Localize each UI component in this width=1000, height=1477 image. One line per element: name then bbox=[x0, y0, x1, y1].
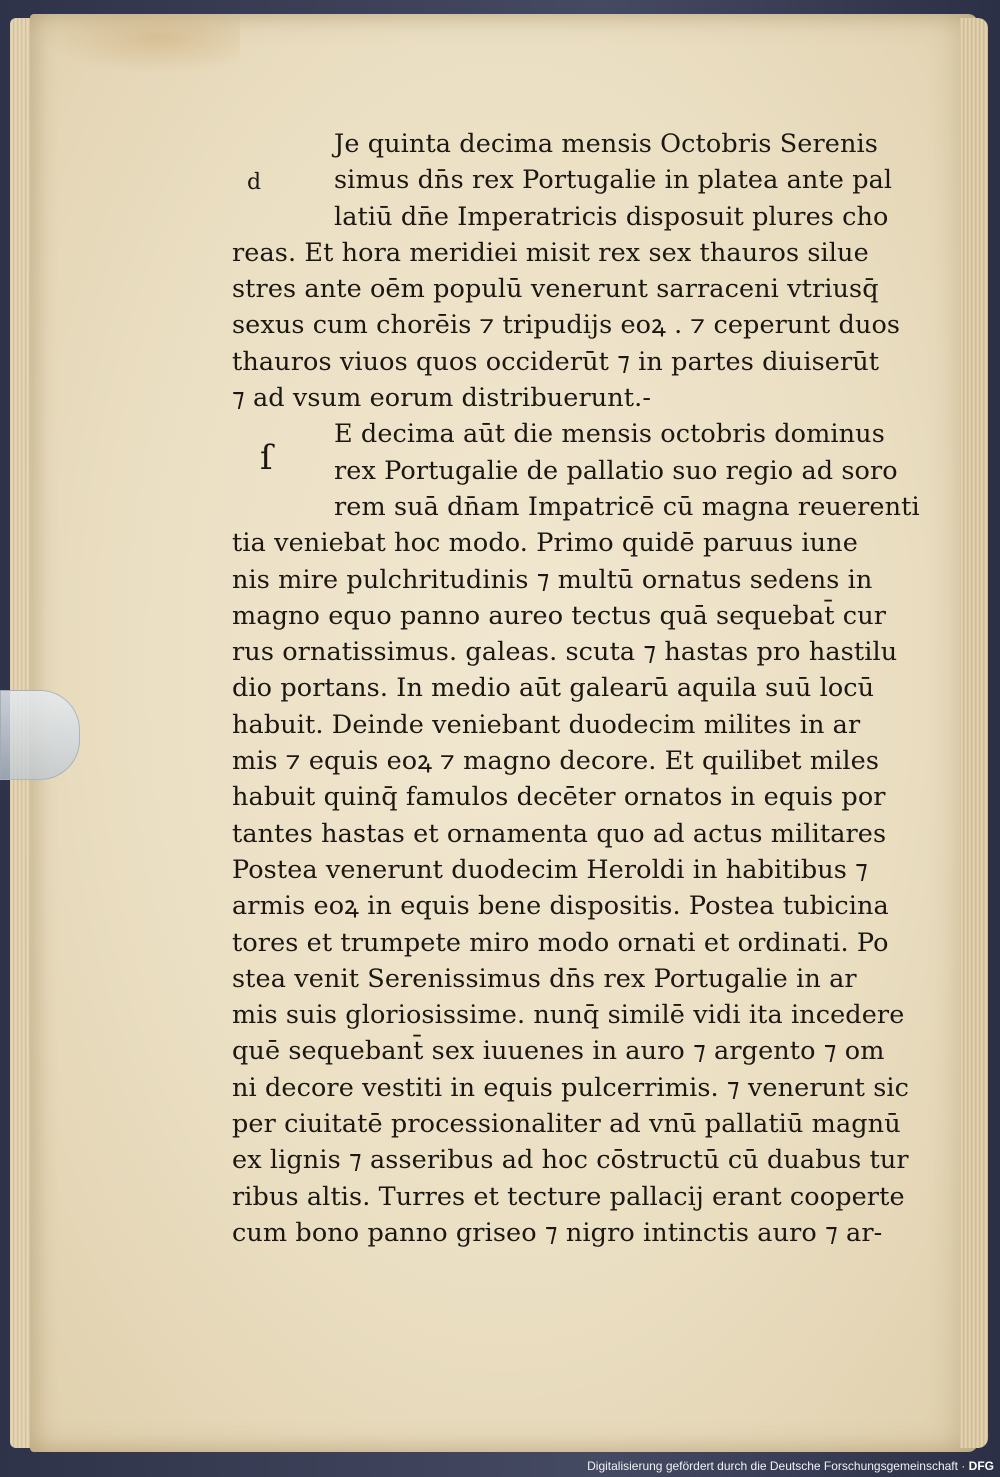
paragraph-2 bbox=[232, 416, 920, 1251]
text-line: ex lignis ⁊ asseribus ad hoc cōstructū cū duabus tur bbox=[232, 1145, 909, 1176]
text-line: quē sequebant̄ sex iuuenes in auro ⁊ argento ⁊ om bbox=[232, 1036, 885, 1067]
text-line: stea venit Serenissimus dn̄s rex Portugalie in ar bbox=[232, 963, 857, 994]
text-line: magno equo panno aureo tectus quā sequebat̄ cur bbox=[232, 600, 887, 631]
text-line: rex Portugalie de pallatio suo regio ad soro bbox=[334, 455, 898, 486]
text-line: Postea venerunt duodecim Heroldi in habitibus ⁊ bbox=[232, 854, 868, 885]
text-line: E decima aūt die mensis octobris dominus bbox=[334, 419, 885, 450]
guide-letter-long-s: ſ bbox=[260, 438, 273, 478]
text-line: habuit quinq̄ famulos decēter ornatos in equis por bbox=[232, 782, 886, 813]
text-line: tia veniebat hoc modo. Primo quidē paruus iune bbox=[232, 528, 858, 559]
text-line: mis ⁊ equis eoꝝ ⁊ magno decore. Et quilibet miles bbox=[232, 746, 880, 777]
text-line: cum bono panno griseo ⁊ nigro intinctis auro ⁊ ar- bbox=[232, 1217, 883, 1248]
text-line: rem suā dn̄am Impatricē cū magna reuerenti bbox=[334, 491, 920, 522]
text-line: habuit. Deinde veniebant duodecim milites in ar bbox=[232, 709, 861, 740]
page-stack-right-edge bbox=[960, 18, 988, 1448]
text-line: reas. Et hora meridiei misit rex sex thauros silue bbox=[232, 237, 869, 268]
funding-footer bbox=[587, 1459, 994, 1473]
guide-letter-d: d bbox=[247, 170, 262, 195]
paragraph-1 bbox=[232, 126, 912, 416]
footer-text: Digitalisierung gefördert durch die Deutsche Forschungsgemeinschaft · bbox=[587, 1459, 966, 1473]
text-line: tores et trumpete miro modo ornati et ordinati. Po bbox=[232, 927, 889, 958]
text-line: per ciuitatē processionaliter ad vnū pallatiū magnū bbox=[232, 1109, 901, 1140]
page-stain bbox=[40, 14, 240, 74]
text-line: ni decore vestiti in equis pulcerrimis. ⁊ venerunt sic bbox=[232, 1072, 910, 1103]
text-line: stres ante oēm populū venerunt sarraceni vtriusq̄ bbox=[232, 274, 879, 305]
page-clip bbox=[0, 690, 80, 780]
dfg-logo: DFG bbox=[968, 1459, 994, 1473]
text-line: armis eoꝝ in equis bene dispositis. Postea tubicina bbox=[232, 891, 889, 922]
text-line: sexus cum chorēis ⁊ tripudijs eoꝝ . ⁊ ceperunt duos bbox=[232, 310, 901, 341]
text-line: thauros viuos quos occiderūt ⁊ in partes diuiserūt bbox=[232, 346, 880, 377]
text-line: ⁊ ad vsum eorum distribuerunt.- bbox=[232, 383, 652, 414]
text-line: simus dn̄s rex Portugalie in platea ante pal bbox=[334, 165, 893, 196]
text-line: tantes hastas et ornamenta quo ad actus militares bbox=[232, 818, 887, 849]
text-line: nis mire pulchritudinis ⁊ multū ornatus sedens in bbox=[232, 564, 873, 595]
page-text bbox=[232, 126, 920, 1251]
text-line: Je quinta decima mensis Octobris Serenis bbox=[334, 129, 878, 159]
text-line: mis suis gloriosissime. nunq̄ similē vidi ita incedere bbox=[232, 1000, 905, 1031]
text-line: rus ornatissimus. galeas. scuta ⁊ hastas pro hastilu bbox=[232, 637, 898, 668]
text-line: ribus altis. Turres et tecture pallacij erant cooperte bbox=[232, 1181, 905, 1212]
text-line: dio portans. In medio aūt galearū aquila suū locū bbox=[232, 673, 875, 704]
text-line: latiū dn̄e Imperatricis disposuit plures cho bbox=[334, 201, 889, 232]
